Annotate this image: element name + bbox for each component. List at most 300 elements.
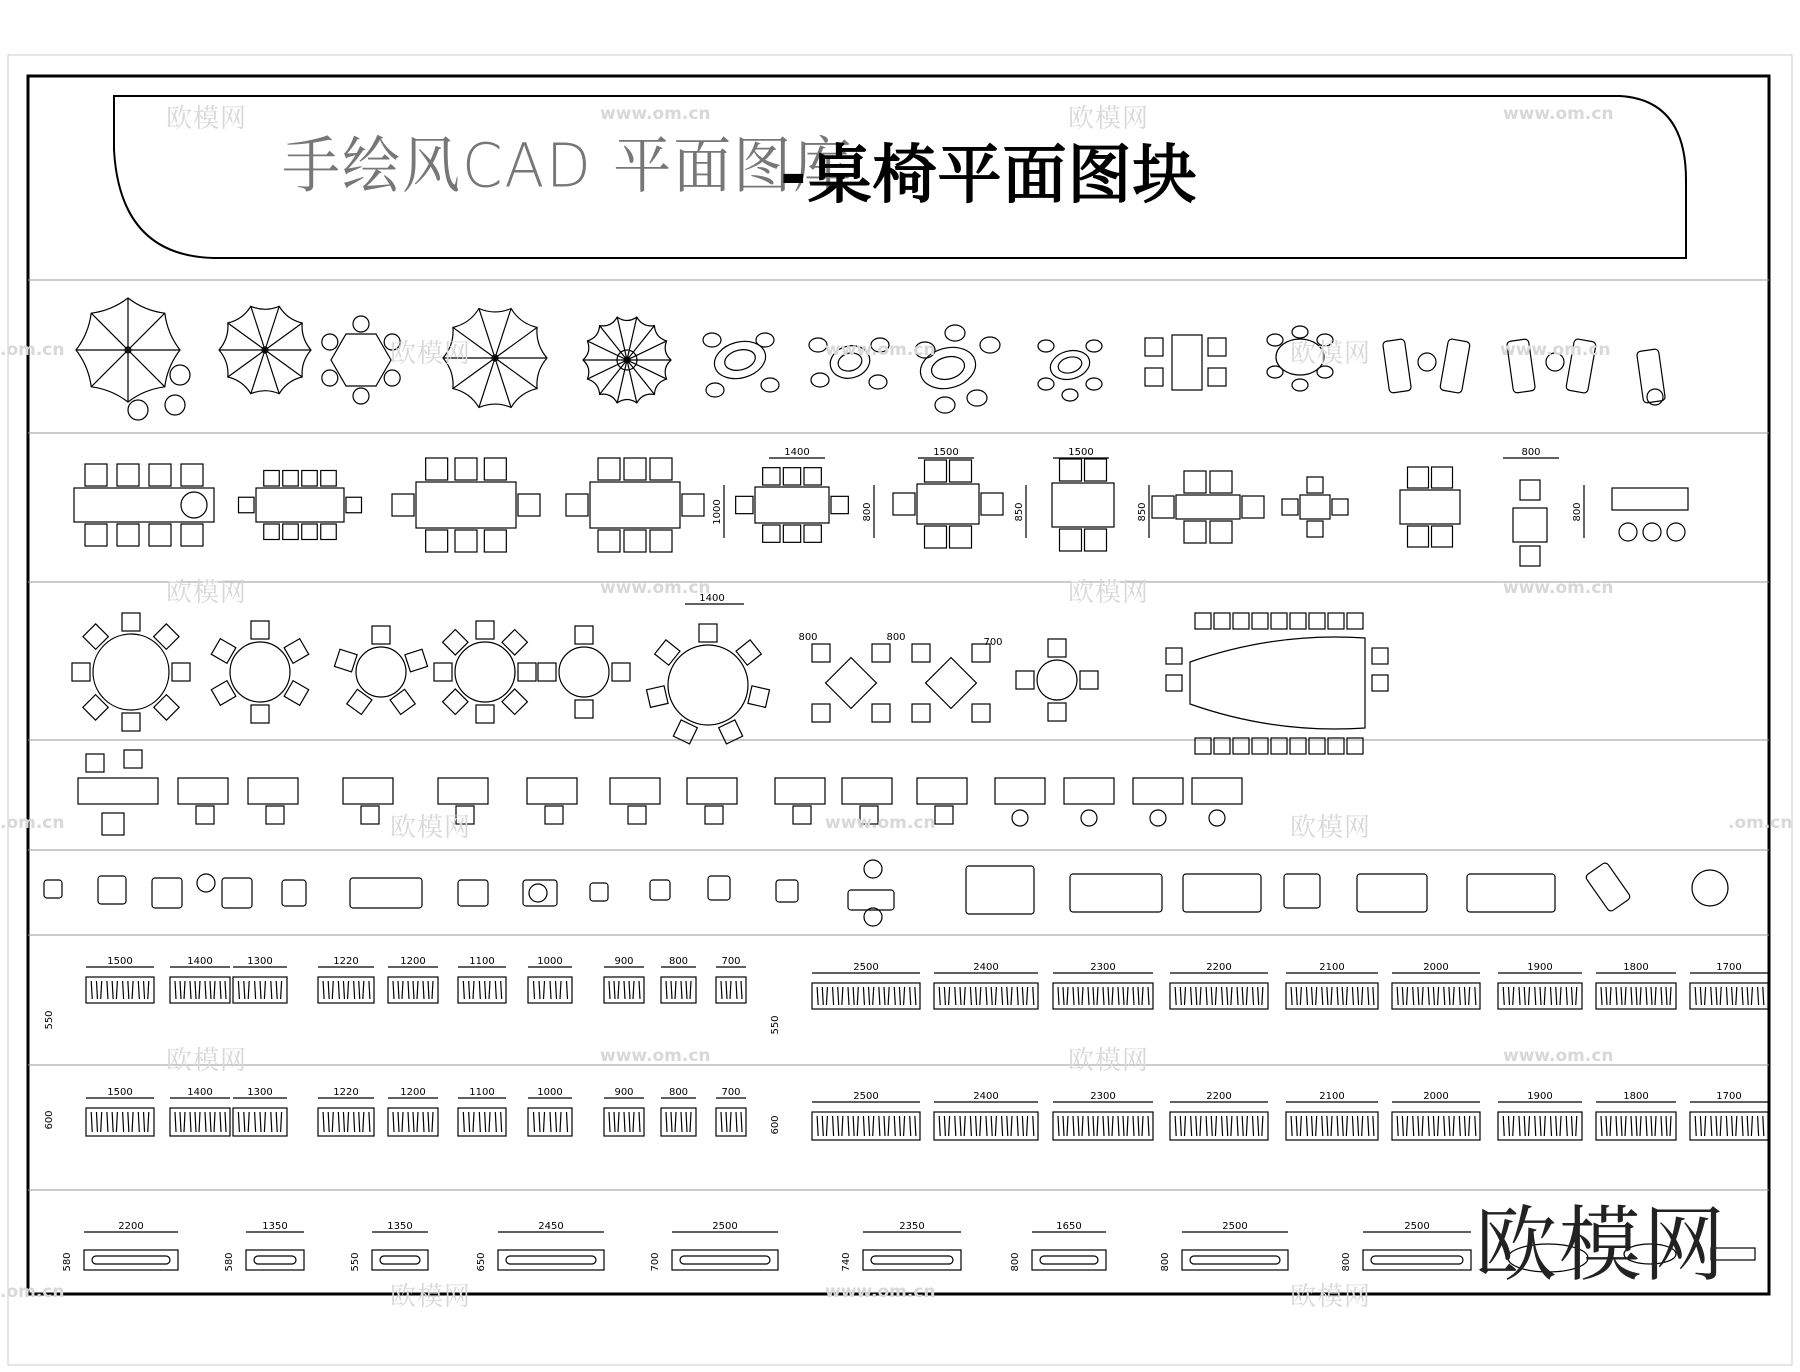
chair-row-mark xyxy=(680,1256,770,1264)
chair-row-mark xyxy=(1011,1116,1012,1136)
chair-row-mark xyxy=(107,1112,108,1132)
title-bold-part: -桌椅平面图块 xyxy=(780,139,1198,213)
dimension-label: 1200 xyxy=(400,1087,426,1098)
chair-row-mark xyxy=(560,1112,561,1132)
chair-symbol xyxy=(1252,613,1268,629)
sofa-chair-symbol xyxy=(282,880,306,906)
stone-table-symbol xyxy=(710,336,770,384)
chair-row-mark xyxy=(402,1112,403,1132)
chair-row-mark xyxy=(539,1112,540,1132)
chair-symbol xyxy=(872,644,890,662)
chair-row-mark xyxy=(210,1112,211,1132)
dimension-label: 550 xyxy=(770,1015,781,1035)
chair-row-mark xyxy=(428,1112,429,1132)
chair-row-mark xyxy=(1027,987,1028,1005)
chair-row-mark xyxy=(255,981,256,999)
chair-row-mark xyxy=(633,1112,634,1132)
chair-row-mark xyxy=(550,1112,551,1132)
chair-row-mark xyxy=(1438,987,1439,1005)
chair-row-mark xyxy=(1097,1116,1098,1136)
stool-symbol xyxy=(1267,334,1283,346)
chair-symbol xyxy=(251,705,269,723)
chair-row-mark xyxy=(338,1112,339,1132)
chair-row-mark xyxy=(869,987,870,1005)
chair-row-mark xyxy=(1453,987,1454,1005)
chair-row-mark xyxy=(1227,987,1228,1005)
desk-symbol xyxy=(343,778,393,804)
chair-row-mark xyxy=(1700,987,1701,1005)
chair-symbol xyxy=(612,663,630,681)
stool-symbol xyxy=(1208,338,1226,356)
dimension-label: 1400 xyxy=(699,593,725,604)
long-table-symbol xyxy=(1032,1250,1106,1270)
dimension-label: 1800 xyxy=(1623,962,1649,973)
chair-row-mark xyxy=(1560,987,1561,1005)
chair-row-mark xyxy=(986,987,987,1005)
dimension-label: 2300 xyxy=(1090,962,1116,973)
chair-row-mark xyxy=(1196,987,1197,1005)
chair-row-mark xyxy=(1540,987,1541,1005)
dimension-label: 2450 xyxy=(538,1221,564,1232)
chair-symbol xyxy=(302,524,318,540)
chair-row-mark xyxy=(894,987,895,1005)
sofa-chair-symbol xyxy=(1357,874,1427,912)
chair-row-mark xyxy=(495,1112,496,1132)
chair-row-mark xyxy=(1560,1116,1561,1136)
chair-symbol xyxy=(266,806,284,824)
chair-row-mark xyxy=(116,981,117,999)
chair-row-mark xyxy=(1358,1116,1359,1136)
chair-symbol xyxy=(1060,529,1082,551)
chair-row-mark xyxy=(910,1116,911,1136)
watermark-url: www.om.cn xyxy=(825,1282,936,1302)
chair-row-mark xyxy=(960,1116,961,1136)
stone-stool-symbol xyxy=(967,390,987,406)
chair-row-mark xyxy=(1346,1116,1347,1136)
stone-table-symbol xyxy=(722,346,757,373)
chair-symbol xyxy=(1520,546,1540,566)
stone-stool-symbol xyxy=(1038,340,1054,352)
chair-row-mark xyxy=(1716,987,1717,1005)
stone-stool-symbol xyxy=(761,378,779,392)
sofa-chair-symbol xyxy=(650,880,670,900)
chair-row-mark xyxy=(666,981,667,999)
chair-row-mark xyxy=(1503,1116,1504,1136)
dimension-label: 740 xyxy=(841,1252,852,1272)
lounge-chair-symbol xyxy=(1506,339,1535,394)
chair-symbol xyxy=(812,644,830,662)
chair-row-mark xyxy=(690,1112,691,1132)
dimension-label: 1500 xyxy=(933,447,959,458)
chair-row-mark xyxy=(1661,1116,1662,1136)
chair-row-mark xyxy=(1524,1116,1525,1136)
plant-symbol xyxy=(181,492,207,518)
chair-symbol xyxy=(361,806,379,824)
chair-row-mark xyxy=(144,981,145,999)
dimension-label: 850 xyxy=(1137,502,1148,522)
chair-symbol xyxy=(85,524,107,546)
dimension-label: 850 xyxy=(1014,502,1025,522)
dimension-label: 1700 xyxy=(1716,1091,1742,1102)
dimension-label: 1350 xyxy=(262,1221,288,1232)
chair-row-mark xyxy=(205,981,206,999)
side-table-symbol xyxy=(1546,353,1564,371)
chair-symbol xyxy=(1085,459,1107,481)
chair-symbol xyxy=(1184,521,1206,543)
chair-row-mark xyxy=(1556,987,1557,1005)
chair-row-mark xyxy=(1763,987,1764,1005)
chair-row-mark xyxy=(354,1112,355,1132)
chair-row-mark xyxy=(1444,1116,1445,1136)
chair-row-mark xyxy=(1138,1116,1139,1136)
dining-table-symbol xyxy=(416,482,516,528)
chair-row-mark xyxy=(1118,987,1119,1005)
chair-row-mark xyxy=(1428,1116,1429,1136)
stone-stool-symbol xyxy=(945,325,965,341)
chair-row-mark xyxy=(1058,1116,1059,1136)
dimension-label: 700 xyxy=(721,1087,741,1098)
chair-row-mark xyxy=(556,1112,557,1132)
chair-row-mark xyxy=(1142,987,1143,1005)
dimension-label: 900 xyxy=(614,1087,634,1098)
chair-row-mark xyxy=(1747,1116,1748,1136)
chair-row-mark xyxy=(1112,1116,1113,1136)
stool-symbol xyxy=(165,395,185,415)
watermark-cn: 欧模网 xyxy=(1068,1046,1150,1076)
chair-row-mark xyxy=(721,981,722,999)
chair-row-mark xyxy=(1088,987,1089,1005)
chair-row-mark xyxy=(1258,987,1259,1005)
chair-row-mark xyxy=(363,981,364,999)
chair-row-mark xyxy=(255,1112,256,1132)
chair-row-mark xyxy=(1566,1116,1567,1136)
chair-row-mark xyxy=(730,981,731,999)
umbrella-rib xyxy=(265,350,302,377)
chair-symbol xyxy=(1328,613,1344,629)
chair-symbol xyxy=(893,493,915,515)
chair-row-mark xyxy=(489,981,490,999)
chair-row-mark xyxy=(1200,987,1201,1005)
chair-row-mark xyxy=(560,981,561,999)
chair-symbol xyxy=(484,458,506,480)
sofa-chair-symbol xyxy=(966,866,1034,914)
chair-row-mark xyxy=(1312,987,1313,1005)
umbrella-rib xyxy=(228,323,265,350)
chair-symbol xyxy=(650,530,672,552)
bar-stool-symbol xyxy=(1667,523,1685,541)
chair-row-mark xyxy=(220,981,221,999)
bar-counter-symbol xyxy=(1612,488,1688,510)
chair-row-mark xyxy=(1732,1116,1733,1136)
chair-symbol xyxy=(981,493,1003,515)
watermark-cn: 欧模网 xyxy=(1068,104,1150,134)
sofa-chair-symbol xyxy=(1284,874,1320,908)
watermark-url: www.om.cn xyxy=(600,578,711,598)
dimension-label: 1500 xyxy=(107,1087,133,1098)
chair-row-mark xyxy=(741,1112,742,1132)
desk-symbol xyxy=(610,778,660,804)
stool-symbol xyxy=(1317,366,1333,378)
chair-row-mark xyxy=(970,1116,971,1136)
watermark-cn: 欧模网 xyxy=(166,1046,248,1076)
chair-symbol xyxy=(812,704,830,722)
chair-row-mark xyxy=(1751,1116,1752,1136)
umbrella-rib xyxy=(91,350,128,387)
chair-row-mark xyxy=(398,1112,399,1132)
chair-row-mark xyxy=(1291,1116,1292,1136)
chair-row-mark xyxy=(624,981,625,999)
chair-row-mark xyxy=(1362,987,1363,1005)
chair-row-mark xyxy=(904,1116,905,1136)
chair-row-mark xyxy=(1428,987,1429,1005)
round-table-symbol xyxy=(230,642,290,702)
table-top-symbol xyxy=(458,977,506,1003)
umbrella-rib xyxy=(251,306,265,350)
chair-row-mark xyxy=(1438,1116,1439,1136)
chair-row-mark xyxy=(639,1112,640,1132)
chair-row-mark xyxy=(408,1112,409,1132)
chair-row-mark xyxy=(485,981,486,999)
sofa-chair-symbol xyxy=(458,880,488,906)
chair-row-mark xyxy=(220,1112,221,1132)
chair-row-mark xyxy=(1138,987,1139,1005)
stone-stool-symbol xyxy=(915,342,935,358)
chair-symbol xyxy=(793,806,811,824)
stone-table-symbol xyxy=(1056,354,1083,375)
watermark-url: .om.cn xyxy=(0,1282,65,1302)
chair-row-mark xyxy=(976,987,977,1005)
chair-row-mark xyxy=(138,981,139,999)
chair-row-mark xyxy=(485,1112,486,1132)
chair-row-mark xyxy=(1444,987,1445,1005)
chair-symbol xyxy=(912,704,930,722)
stool-symbol xyxy=(1317,334,1333,346)
title-handdrawn-part: 手绘风CAD 平面图库 xyxy=(282,129,854,201)
chair-symbol xyxy=(1520,480,1540,500)
dimension-label: 2300 xyxy=(1090,1091,1116,1102)
chair-row-mark xyxy=(857,1116,858,1136)
chair-row-mark xyxy=(1206,987,1207,1005)
chair-symbol xyxy=(392,494,414,516)
chair-row-mark xyxy=(495,981,496,999)
chair-symbol xyxy=(1432,467,1453,488)
dimension-label: 2100 xyxy=(1319,962,1345,973)
chair-symbol xyxy=(117,464,139,486)
chair-row-mark xyxy=(1636,987,1637,1005)
dining-table-symbol xyxy=(74,488,214,522)
chair-row-mark xyxy=(359,981,360,999)
side-table-symbol xyxy=(529,884,547,902)
chair-row-mark xyxy=(618,1112,619,1132)
dimension-label: 800 xyxy=(1341,1252,1352,1272)
chair-row-mark xyxy=(1148,987,1149,1005)
chair-row-mark xyxy=(144,1112,145,1132)
chair-row-mark xyxy=(817,987,818,1005)
chair-row-mark xyxy=(1464,987,1465,1005)
chair-row-mark xyxy=(260,1112,261,1132)
chair-row-mark xyxy=(1695,987,1696,1005)
umbrella-rib xyxy=(91,313,128,350)
chair-symbol xyxy=(149,464,171,486)
chair-row-mark xyxy=(1063,987,1064,1005)
dimension-label: 1100 xyxy=(469,1087,495,1098)
chair-row-mark xyxy=(939,987,940,1005)
chair-row-mark xyxy=(675,1112,676,1132)
chair-symbol xyxy=(196,806,214,824)
chair-symbol xyxy=(1085,529,1107,551)
dimension-label: 2200 xyxy=(118,1221,144,1232)
chair-row-mark xyxy=(1540,1116,1541,1136)
round-table-symbol xyxy=(1037,660,1077,700)
chair-row-mark xyxy=(888,987,889,1005)
chair-row-mark xyxy=(1133,1116,1134,1136)
watermark-url: www.om.cn xyxy=(1503,578,1614,598)
chair-row-mark xyxy=(567,1112,568,1132)
chair-row-mark xyxy=(1503,987,1504,1005)
chair-row-mark xyxy=(501,1112,502,1132)
chair-symbol xyxy=(102,813,124,835)
umbrella-rib xyxy=(495,309,511,358)
dimension-label: 2200 xyxy=(1206,1091,1232,1102)
chair-row-mark xyxy=(184,1112,185,1132)
chair-row-mark xyxy=(550,981,551,999)
chair-row-mark xyxy=(132,1112,133,1132)
chair-row-mark xyxy=(873,987,874,1005)
chair-row-mark xyxy=(1736,987,1737,1005)
chair-row-mark xyxy=(359,1112,360,1132)
chair-row-mark xyxy=(1407,1116,1408,1136)
chair-row-mark xyxy=(1215,987,1216,1005)
chair-symbol xyxy=(122,713,140,731)
chair-symbol xyxy=(575,700,593,718)
chair-row-mark xyxy=(986,1116,987,1136)
dimension-label: 800 xyxy=(668,1087,689,1098)
dining-table-symbol xyxy=(590,482,680,528)
round-table-symbol xyxy=(668,645,748,725)
chair-row-mark xyxy=(1726,1116,1727,1136)
chair-symbol xyxy=(1233,613,1249,629)
chair-row-mark xyxy=(1291,987,1292,1005)
chair-symbol xyxy=(302,471,318,487)
chair-symbol xyxy=(434,663,452,681)
chair-row-mark xyxy=(473,1112,474,1132)
stone-stool-symbol xyxy=(1086,378,1102,390)
chair-row-mark xyxy=(915,1116,916,1136)
watermark-url: www.om.cn xyxy=(1503,104,1614,124)
chair-row-mark xyxy=(1640,1116,1641,1136)
chair-row-mark xyxy=(96,1112,97,1132)
chair-symbol xyxy=(1214,613,1230,629)
chair-row-mark xyxy=(469,981,470,999)
chair-row-mark xyxy=(214,981,215,999)
dining-table-symbol xyxy=(1052,483,1114,527)
chair-symbol xyxy=(783,525,800,542)
umbrella-rib xyxy=(479,358,495,407)
sofa-chair-symbol xyxy=(776,880,798,902)
chair-row-mark xyxy=(128,1112,129,1132)
chair-row-mark xyxy=(970,987,971,1005)
brand-logo: 欧模网 xyxy=(1475,1198,1728,1293)
chair-row-mark xyxy=(1418,1116,1419,1136)
chair-row-mark xyxy=(904,987,905,1005)
chair-row-mark xyxy=(281,981,282,999)
chair-row-mark xyxy=(1606,1116,1607,1136)
chair-row-mark xyxy=(964,1116,965,1136)
chair-symbol xyxy=(283,471,299,487)
chair-row-mark xyxy=(980,987,981,1005)
chair-symbol xyxy=(1307,477,1323,493)
chair-row-mark xyxy=(842,987,843,1005)
chair-row-mark xyxy=(1127,1116,1128,1136)
stone-stool-symbol xyxy=(1038,378,1054,390)
chair-row-mark xyxy=(1661,987,1662,1005)
desk-symbol xyxy=(1064,778,1114,804)
chair-row-mark xyxy=(1352,987,1353,1005)
chair-row-mark xyxy=(175,981,176,999)
dimension-label: 2500 xyxy=(1222,1221,1248,1232)
chair-row-mark xyxy=(1758,987,1759,1005)
dimension-label: 800 xyxy=(1010,1252,1021,1272)
long-table-symbol xyxy=(246,1250,304,1270)
umbrella-rib xyxy=(587,360,627,379)
chair-row-mark xyxy=(1118,1116,1119,1136)
chair-row-mark xyxy=(955,987,956,1005)
chair-row-mark xyxy=(1631,987,1632,1005)
stone-stool-symbol xyxy=(1062,389,1078,401)
chair-symbol xyxy=(1372,648,1388,664)
chair-symbol xyxy=(1166,648,1182,664)
dining-table-symbol xyxy=(917,484,979,524)
chair-row-mark xyxy=(822,1116,823,1136)
chair-row-mark xyxy=(1103,987,1104,1005)
chair-row-mark xyxy=(260,981,261,999)
chair-row-mark xyxy=(1033,1116,1034,1136)
chair-row-mark xyxy=(116,1112,117,1132)
chair-symbol xyxy=(950,526,972,548)
chair-row-mark xyxy=(995,987,996,1005)
chair-row-mark xyxy=(1253,987,1254,1005)
dimension-label: 2000 xyxy=(1423,962,1449,973)
chair-symbol xyxy=(1150,810,1166,826)
chair-row-mark xyxy=(332,981,333,999)
umbrella-rib xyxy=(495,327,537,358)
conference-table-symbol xyxy=(1190,637,1365,729)
chair-row-mark xyxy=(871,1256,953,1264)
umbrella-rib xyxy=(453,327,495,358)
chair-row-mark xyxy=(1231,987,1232,1005)
chair-row-mark xyxy=(1751,987,1752,1005)
lounge-chair-symbol xyxy=(1585,862,1632,913)
chair-symbol xyxy=(864,860,882,878)
dimension-label: 700 xyxy=(650,1252,661,1272)
chair-row-mark xyxy=(1222,1116,1223,1136)
chair-symbol xyxy=(1012,810,1028,826)
chair-symbol xyxy=(1408,526,1429,547)
chair-row-mark xyxy=(1148,1116,1149,1136)
table-top-symbol xyxy=(458,1108,506,1136)
bar-stool-symbol xyxy=(1619,523,1637,541)
chair-row-mark xyxy=(879,987,880,1005)
chair-row-mark xyxy=(1331,1116,1332,1136)
dimension-label: 1900 xyxy=(1527,1091,1553,1102)
sofa-chair-symbol xyxy=(848,890,894,910)
chair-row-mark xyxy=(1651,987,1652,1005)
chair-row-mark xyxy=(1211,987,1212,1005)
stone-stool-symbol xyxy=(871,338,889,352)
chair-row-mark xyxy=(1524,987,1525,1005)
lounge-chair-symbol xyxy=(1566,338,1597,393)
chair-row-mark xyxy=(1763,1116,1764,1136)
